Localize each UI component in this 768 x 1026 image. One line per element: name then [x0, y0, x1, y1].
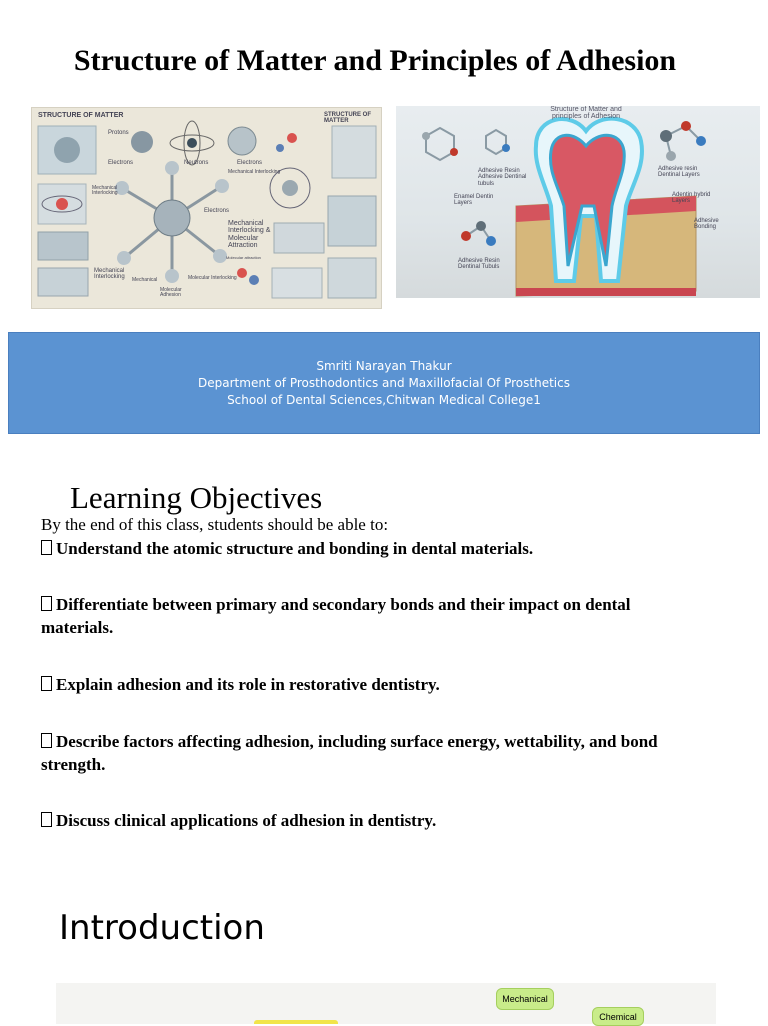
checkbox-bullet-icon [41, 733, 52, 748]
illustration-label: Mechanical Interlocking [228, 169, 281, 175]
illustration-label: Mechanical Interlocking [94, 268, 125, 281]
illustration-label: Enamel Dentin Layers [454, 194, 494, 207]
checkbox-bullet-icon [41, 540, 52, 555]
illustration-label: Mechanical [132, 277, 158, 283]
objective-item [41, 593, 701, 639]
objective-text: Explain adhesion and its role in restorative dentistry. [56, 675, 440, 694]
author-institution: School of Dental Sciences,Chitwan Medical College1 [227, 392, 541, 407]
illustration-label: Adentin hybrid Layers [672, 192, 711, 205]
slide-title: Structure of Matter and Principles of Adhesion [73, 44, 677, 77]
checkbox-bullet-icon [41, 596, 52, 611]
illustration-label: Mechanical Interlocking & Molecular Attraction [228, 220, 271, 250]
illustration-label: Molecular attraction [226, 255, 261, 260]
illustration-label: Electrons [108, 160, 134, 166]
objective-text: Differentiate between primary and secondary bonds and their impact on dental materials. [41, 595, 631, 637]
checkbox-bullet-icon [41, 676, 52, 691]
illustration-label: Adhesive resin Dentinal Layers [658, 166, 700, 179]
objective-item [41, 730, 701, 776]
illustration-label: Neutrons [184, 160, 209, 166]
objective-text: Understand the atomic structure and bonding in dental materials. [56, 539, 534, 558]
illustration-label: Structure of Matter and principles of Adhesion [550, 106, 622, 121]
introduction-heading: Introduction [59, 908, 265, 948]
illustration-label: Molecular Interlocking [188, 275, 237, 281]
illustration-label: Protons [108, 130, 129, 136]
author-name: Smriti Narayan Thakur [316, 358, 452, 373]
author-banner [8, 332, 760, 434]
structure-of-matter-illustration [31, 107, 382, 309]
diagram-node-chemical: Chemical [592, 1007, 644, 1026]
objective-text: Discuss clinical applications of adhesion in dentistry. [56, 811, 437, 830]
illustration-label: Adhesive Resin Dentinal Tubuls [458, 258, 500, 271]
objective-item [41, 537, 701, 560]
learning-objectives-intro: By the end of this class, students should be able to: [41, 515, 389, 534]
objective-item [41, 673, 701, 696]
diagram-node-mechanical: Mechanical [496, 988, 554, 1010]
tooth-adhesion-illustration [396, 106, 760, 298]
illustration-label: Adhesive Bonding [694, 218, 719, 231]
objective-text: Describe factors affecting adhesion, including surface energy, wettability, and bond strength. [41, 732, 658, 774]
author-department: Department of Prosthodontics and Maxillofacial Of Prosthetics [198, 375, 570, 390]
illustration-label: Electrons [204, 208, 230, 214]
diagram-node-partial [254, 1020, 338, 1024]
illustration-label: STRUCTURE OF MATTER [324, 112, 371, 125]
objective-item [41, 809, 701, 832]
introduction-diagram [56, 983, 716, 1024]
illustration-label: Electrons [237, 160, 263, 166]
illustration-label: Molecular Adhesion [160, 287, 182, 299]
illustration-label: Adhesive Resin Adhesive Dentinal tubuls [478, 168, 527, 187]
illustration-label: STRUCTURE OF MATTER [38, 112, 124, 119]
checkbox-bullet-icon [41, 812, 52, 827]
learning-objectives-heading: Learning Objectives [70, 480, 323, 515]
illustration-label: Mechanical Interlocking [92, 185, 118, 197]
